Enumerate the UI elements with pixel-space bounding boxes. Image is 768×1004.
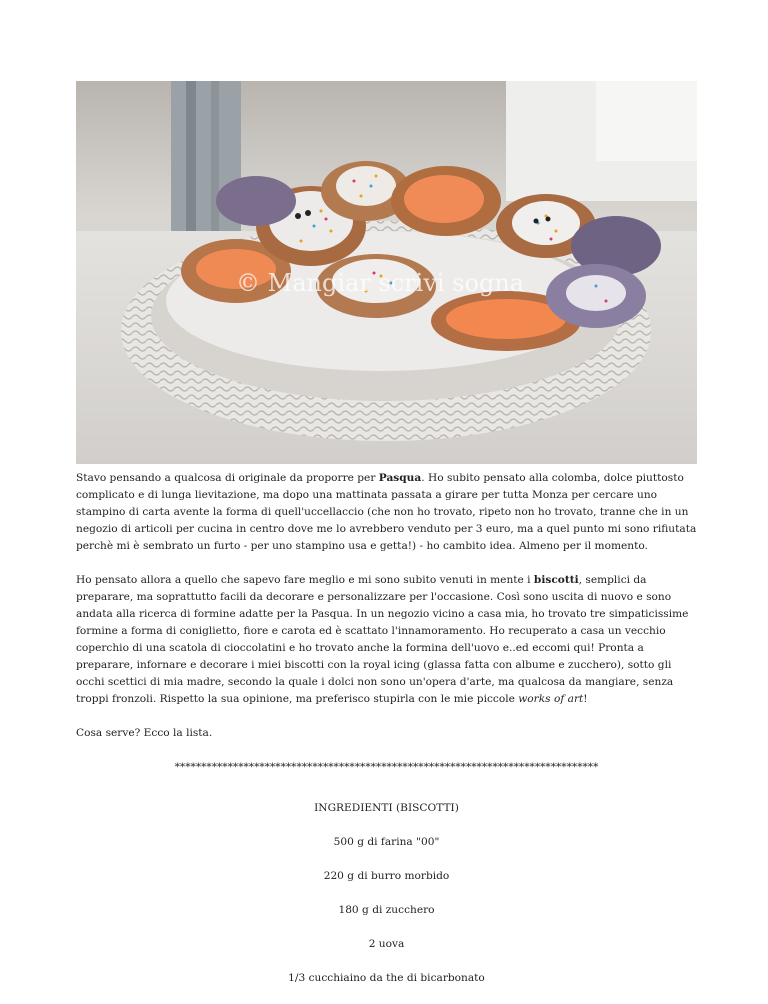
p1-text-a: Stavo pensando a qualcosa di originale da proporre per	[76, 472, 379, 484]
paragraph-1	[76, 470, 697, 555]
article-body	[76, 470, 697, 1004]
paragraph-2	[76, 572, 697, 708]
ingredient-item: 500 g di farina "00"	[333, 836, 440, 848]
p1-bold-pasqua: Pasqua	[378, 472, 422, 484]
p1-text-c: . Ho subito pensato alla colomba, dolce piuttosto complicato e di lunga lievitazione, ma dopo una mattinata passata a girare per tutta Monza per cercare uno stampino di carta avente la forma di quell'uccellaccio (che non ho trovato, ripeto non ho trovato, tranne che in un negozio di articoli per cucina in centro dove me lo avrebbero venduto per 3 euro, ma a quel punto mi sono rifiutata perchè mi è sembrato un furto - per uno stampino usa e getta!) - ho cambito idea. Almeno per il momento.	[76, 472, 697, 552]
p2-text-c: , semplici da preparare, ma soprattutto facili da decorare e personalizzare per l'occasione. Così sono uscita di nuovo e sono andata alla ricerca di formine adatte per la Pasqua. In un negozio vicino a casa mia, ho trovato tre simpaticissime formine a forma di coniglietto, fiore e carota ed è scattato l'innamoramento. Ho recuperato a casa un vecchio coperchio di una scatola di cioccolatini e ho trovato anche la formina dell'uovo e..ed eccomi qui! Pronta a preparare, infornare e decorare i miei biscotti con la royal icing (glassa fatta con albume e zucchero), sotto gli occhi scettici di mia madre, secondo la quale i dolci non sono un'opera d'arte, ma qualcosa da mangiare, senza troppi fronzoli. Rispetto la sua opinione, ma preferisco stupirla con le mie piccole	[76, 574, 689, 705]
ingredient-item: 220 g di burro morbido	[323, 870, 450, 882]
p2-text-a: Ho pensato allora a quello che sapevo fare meglio e mi sono subito venuti in mente i	[76, 574, 534, 586]
p2-text-e: !	[583, 693, 588, 705]
ingredient-item: 2 uova	[368, 938, 405, 950]
p2-italic-works-of-art: works of art	[518, 693, 584, 705]
cookies-basket-image	[76, 81, 697, 464]
paragraph-3: Cosa serve? Ecco la lista.	[76, 727, 213, 739]
ingredient-item: 1/3 cucchiaino da the di bicarbonato	[288, 972, 485, 984]
p2-bold-biscotti: biscotti	[533, 574, 579, 586]
separator-stars: ********************************************************************************	[174, 761, 599, 773]
ingredients-title: INGREDIENTI (BISCOTTI)	[314, 802, 459, 814]
image-watermark: © Mangiar scrivi sogna	[236, 269, 525, 297]
ingredient-item: 180 g di zucchero	[338, 904, 435, 916]
cookies-photo	[76, 81, 697, 464]
